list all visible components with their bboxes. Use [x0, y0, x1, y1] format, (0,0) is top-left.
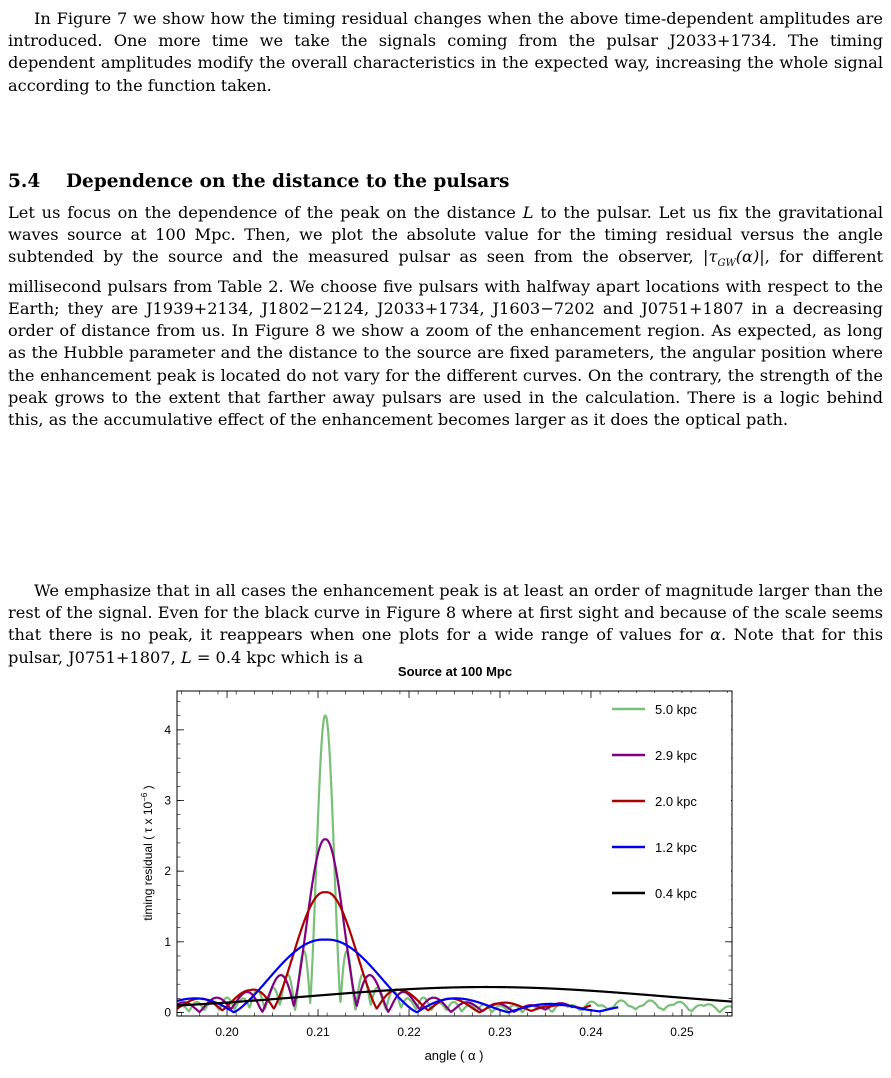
y-label-exp: −6 — [140, 792, 149, 802]
x-tick-label: 0.21 — [306, 1025, 330, 1039]
y-label-post: ) — [141, 785, 155, 793]
y-tick-label: 3 — [164, 793, 171, 808]
section-heading — [8, 171, 509, 192]
y-tick-label: 0 — [164, 1005, 171, 1020]
x-tick-label: 0.23 — [488, 1025, 512, 1039]
chart-title: Source at 100 Mpc — [397, 664, 513, 679]
paragraph-3 — [8, 580, 883, 669]
legend-label: 2.0 kpc — [655, 794, 697, 809]
para3-var-L: L — [180, 647, 192, 667]
para2-text-c: , for different millisecond pulsars from Table 2. We choose five pulsars with halfway apart locations with respect to the Earth; they are J1939+2134, J1802−2124, J2033+1734, J1603−7202 and J0751+1807 in a decreasing order of distance from us. In Figure 8 we show a zoom of the enhancement region. As expected, as long as the Hubble parameter and the distance to the source are fixed parameters, the angular position where the enhancement peak is located do not vary for the different curves. On the contrary, the strength of the peak grows to the extent that farther away pulsars are used in the calculation. There is a logic behind this, as the accumulative effect of the enhancement becomes larger as it does the optical path. — [8, 247, 884, 430]
series-line-2-0-kpc — [177, 892, 591, 1012]
para2-math — [703, 247, 765, 270]
legend-label: 2.9 kpc — [655, 748, 697, 763]
para2-sub: GW — [717, 258, 736, 270]
paragraph-1: In Figure 7 we show how the timing residual changes when the above time-dependent amplitudes are introduced. One more time we take the signals coming from the pulsar J2033+1734. The timing dependent amplitudes modify the overall characteristics in the expected way, increasing the whole signal according to the function taken. — [8, 9, 883, 95]
para3-text-c: = 0.4 kpc which is a — [191, 647, 364, 667]
para2-text-b: to the pulsar. Let us fix the gravitational waves source at 100 Mpc. Then, we plot the absolute value for the timing residual versus the angle subtended by the source and the measured pulsar as seen from the observer, — [8, 203, 883, 267]
para3-text-b: . Note that for this pulsar, J0751+1807, — [8, 625, 884, 667]
x-axis-label: angle ( α ) — [424, 1048, 484, 1063]
legend-label: 5.0 kpc — [655, 702, 697, 717]
y-axis-label — [140, 785, 155, 920]
para2-alpha: (α)| — [735, 247, 765, 267]
para3-text-a: We emphasize that in all cases the enhancement peak is at least an order of magnitude larger than the rest of the signal. Even for the black curve in Figure 8 where at first sight and because of the scale seems that there is no peak, it reappears when one plots for a wide range of values for — [8, 581, 883, 645]
y-label-pre: timing residual ( τ x 10 — [141, 801, 155, 921]
section-number: 5.4 — [8, 171, 41, 192]
series-line-2-9-kpc — [177, 839, 573, 1012]
para3-alpha: α — [710, 625, 722, 645]
y-tick-label: 1 — [164, 934, 171, 949]
x-tick-label: 0.20 — [215, 1025, 239, 1039]
x-tick-label: 0.25 — [670, 1025, 694, 1039]
paragraph-2 — [8, 202, 883, 431]
para2-var-L: L — [522, 203, 534, 222]
y-tick-label: 4 — [164, 722, 171, 737]
para2-tau: |τ — [703, 247, 718, 267]
figure-8-chart — [0, 660, 891, 1078]
x-tick-label: 0.22 — [397, 1025, 421, 1039]
section-title: Dependence on the distance to the pulsars — [66, 171, 510, 192]
y-tick-label: 2 — [164, 864, 171, 879]
para2-text-a: Let us focus on the dependence of the peak on the distance — [8, 203, 523, 222]
legend-label: 1.2 kpc — [655, 840, 697, 855]
legend-label: 0.4 kpc — [655, 886, 697, 901]
x-tick-label: 0.24 — [579, 1025, 603, 1039]
